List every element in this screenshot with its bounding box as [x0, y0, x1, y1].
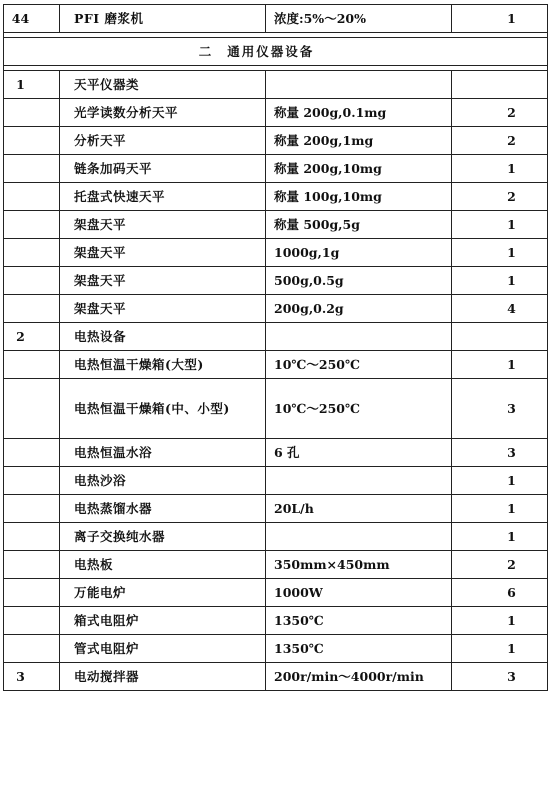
equipment-spec: [266, 71, 452, 99]
row-number: 3: [4, 663, 60, 691]
table-row: [4, 155, 548, 183]
equipment-quantity: 2: [452, 127, 548, 155]
row-number: [4, 239, 60, 267]
equipment-spec: 称量 200g,10mg: [266, 155, 452, 183]
equipment-name: 架盘天平: [60, 211, 266, 239]
table-row: [4, 579, 548, 607]
equipment-name: 架盘天平: [60, 239, 266, 267]
equipment-spec: 10℃～250℃: [266, 351, 452, 379]
row-number: [4, 211, 60, 239]
equipment-spec: 6 孔: [266, 439, 452, 467]
equipment-spec: 称量 200g,1mg: [266, 127, 452, 155]
equipment-table: [3, 4, 548, 691]
equipment-quantity: 1: [452, 351, 548, 379]
row-number: [4, 579, 60, 607]
table-row: [4, 379, 548, 439]
row-number: [4, 607, 60, 635]
section-number: 二: [198, 43, 214, 59]
equipment-name: PFI 磨浆机: [60, 5, 266, 33]
equipment-quantity: 1: [452, 495, 548, 523]
equipment-name: 电热蒸馏水器: [60, 495, 266, 523]
row-number: [4, 295, 60, 323]
equipment-quantity: 3: [452, 379, 548, 439]
equipment-quantity: 2: [452, 99, 548, 127]
equipment-quantity: [452, 323, 548, 351]
equipment-quantity: 1: [452, 211, 548, 239]
equipment-spec: [266, 323, 452, 351]
equipment-name: 托盘式快速天平: [60, 183, 266, 211]
equipment-name: 箱式电阻炉: [60, 607, 266, 635]
equipment-spec: 10℃～250℃: [266, 379, 452, 439]
equipment-quantity: 2: [452, 551, 548, 579]
section-heading-row: [4, 38, 548, 66]
equipment-quantity: 1: [452, 155, 548, 183]
equipment-spec: 称量 500g,5g: [266, 211, 452, 239]
equipment-spec: 20L/h: [266, 495, 452, 523]
equipment-quantity: 1: [452, 523, 548, 551]
equipment-name: 光学读数分析天平: [60, 99, 266, 127]
equipment-quantity: 1: [452, 267, 548, 295]
row-number: 44: [4, 5, 60, 33]
table-row: [4, 551, 548, 579]
equipment-quantity: 2: [452, 183, 548, 211]
table-row: [4, 467, 548, 495]
equipment-spec: 200r/min～4000r/min: [266, 663, 452, 691]
equipment-name: 架盘天平: [60, 295, 266, 323]
equipment-quantity: 4: [452, 295, 548, 323]
equipment-spec: 1350℃: [266, 635, 452, 663]
equipment-quantity: [452, 71, 548, 99]
table-row: [4, 635, 548, 663]
row-number: [4, 183, 60, 211]
row-number: [4, 267, 60, 295]
equipment-name: 电热恒温水浴: [60, 439, 266, 467]
equipment-quantity: 1: [452, 239, 548, 267]
equipment-spec: 称量 100g,10mg: [266, 183, 452, 211]
equipment-spec: 200g,0.2g: [266, 295, 452, 323]
equipment-quantity: 1: [452, 467, 548, 495]
table-row: [4, 211, 548, 239]
row-number: [4, 99, 60, 127]
equipment-name: 电动搅拌器: [60, 663, 266, 691]
table-row: [4, 295, 548, 323]
row-number: [4, 439, 60, 467]
row-number: [4, 379, 60, 439]
table-row: [4, 5, 548, 33]
equipment-name: 电热设备: [60, 323, 266, 351]
row-number: [4, 127, 60, 155]
table-row: [4, 267, 548, 295]
row-number: [4, 523, 60, 551]
equipment-name: 分析天平: [60, 127, 266, 155]
equipment-spec: 称量 200g,0.1mg: [266, 99, 452, 127]
equipment-name: 链条加码天平: [60, 155, 266, 183]
table-row: [4, 663, 548, 691]
table-row: [4, 239, 548, 267]
row-number: 1: [4, 71, 60, 99]
equipment-name: 电热沙浴: [60, 467, 266, 495]
equipment-name: 天平仪器类: [60, 71, 266, 99]
equipment-name: 电热板: [60, 551, 266, 579]
equipment-name: 万能电炉: [60, 579, 266, 607]
table-row: [4, 607, 548, 635]
row-number: [4, 351, 60, 379]
section-heading: [4, 38, 548, 66]
table-row: [4, 183, 548, 211]
row-number: 2: [4, 323, 60, 351]
equipment-name: 离子交换纯水器: [60, 523, 266, 551]
equipment-quantity: 1: [452, 607, 548, 635]
equipment-name: 架盘天平: [60, 267, 266, 295]
table-row: [4, 71, 548, 99]
table-row: [4, 99, 548, 127]
equipment-quantity: 1: [452, 635, 548, 663]
equipment-quantity: 6: [452, 579, 548, 607]
equipment-table-page: [3, 4, 547, 691]
equipment-spec: 1350℃: [266, 607, 452, 635]
row-number: [4, 635, 60, 663]
equipment-quantity: 1: [452, 5, 548, 33]
row-number: [4, 155, 60, 183]
table-row: [4, 323, 548, 351]
table-row: [4, 351, 548, 379]
equipment-quantity: 3: [452, 663, 548, 691]
equipment-spec: [266, 467, 452, 495]
equipment-spec: 1000W: [266, 579, 452, 607]
table-row: [4, 439, 548, 467]
equipment-spec: 浓度:5%～20%: [266, 5, 452, 33]
row-number: [4, 551, 60, 579]
equipment-name: 电热恒温干燥箱(中、小型): [60, 379, 266, 439]
equipment-name: 电热恒温干燥箱(大型): [60, 351, 266, 379]
equipment-name: 管式电阻炉: [60, 635, 266, 663]
equipment-spec: [266, 523, 452, 551]
table-row: [4, 523, 548, 551]
table-row: [4, 495, 548, 523]
row-number: [4, 467, 60, 495]
section-title: 通用仪器设备: [227, 43, 315, 59]
equipment-spec: 500g,0.5g: [266, 267, 452, 295]
equipment-spec: 1000g,1g: [266, 239, 452, 267]
equipment-table-body: [4, 5, 548, 691]
table-row: [4, 127, 548, 155]
equipment-quantity: 3: [452, 439, 548, 467]
row-number: [4, 495, 60, 523]
equipment-spec: 350mm×450mm: [266, 551, 452, 579]
